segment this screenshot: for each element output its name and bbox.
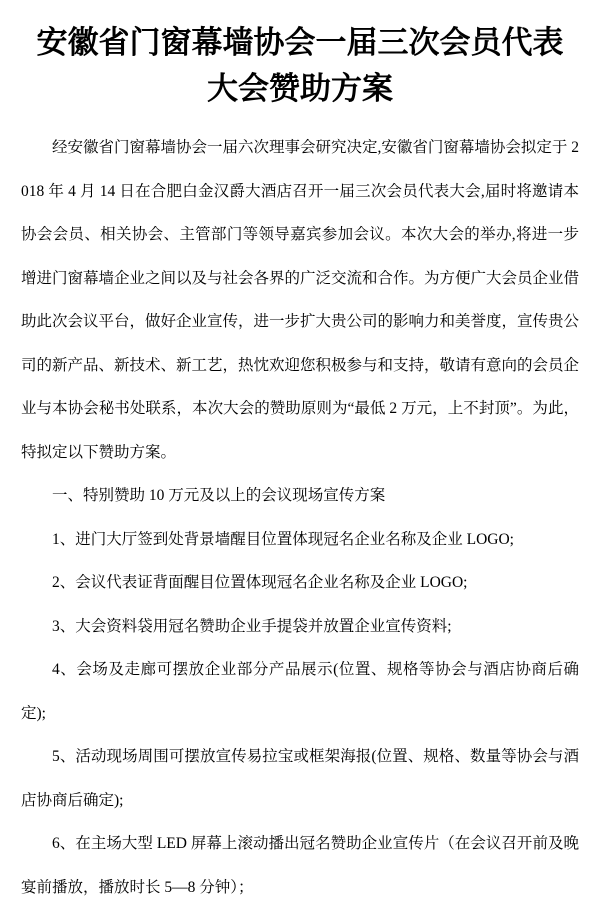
document-title — [20, 0, 580, 112]
list-item: 1、进门大厅签到处背景墙醒目位置体现冠名企业名称及企业 LOGO; — [52, 530, 514, 548]
list-item: 6、在主场大型 LED 屏幕上滚动播出冠名赞助企业宣传片（在会议召开前及晚宴前播放，播放时长 5—8 分钟）； — [21, 835, 579, 896]
list-item: 4、会场及走廊可摆放企业部分产品展示(位置、规格等协会与酒店协商后确定); — [21, 661, 579, 722]
document-title-line-1: 安徽省门窗幕墙协会一届三次会员代表 — [36, 25, 564, 60]
list-item: 2、会议代表证背面醒目位置体现冠名企业名称及企业 LOGO; — [52, 574, 468, 591]
list-item: 3、大会资料袋用冠名赞助企业手提袋并放置企业宣传资料; — [52, 617, 452, 635]
section-heading: 一、特别赞助 10 万元及以上的会议现场宣传方案 — [52, 487, 386, 504]
document-title-line-2: 大会赞助方案 — [207, 71, 393, 106]
list-item: 5、活动现场周围可摆放宣传易拉宝或框架海报(位置、规格、数量等协会与酒店协商后确定); — [21, 748, 579, 809]
intro-paragraph: 经安徽省门窗幕墙协会一届六次理事会研究决定,安徽省门窗幕墙协会拟定于 2018 年 4 月 14 日在合肥白金汉爵大酒店召开一届三次会员代表大会,届时将邀请本协会会员、相关协会、主管部门等领导嘉宾参加会议。本次大会的举办,将进一步增进门窗幕墙企业之间以及与社会各界的广泛交流和合作。为方便广大会员企业借助此次会议平台，做好企业宣传，进一步扩大贵公司的影响力和美誉度，宣传贵公司的新产品、新技术、新工艺，热忱欢迎您积极参与和支持，敬请有意向的会员企业与本协会秘书处联系，本次大会的赞助原则为“最低 2 万元，上不封顶”。为此，特拟定以下赞助方案。 — [21, 139, 580, 461]
document-body — [21, 126, 579, 908]
